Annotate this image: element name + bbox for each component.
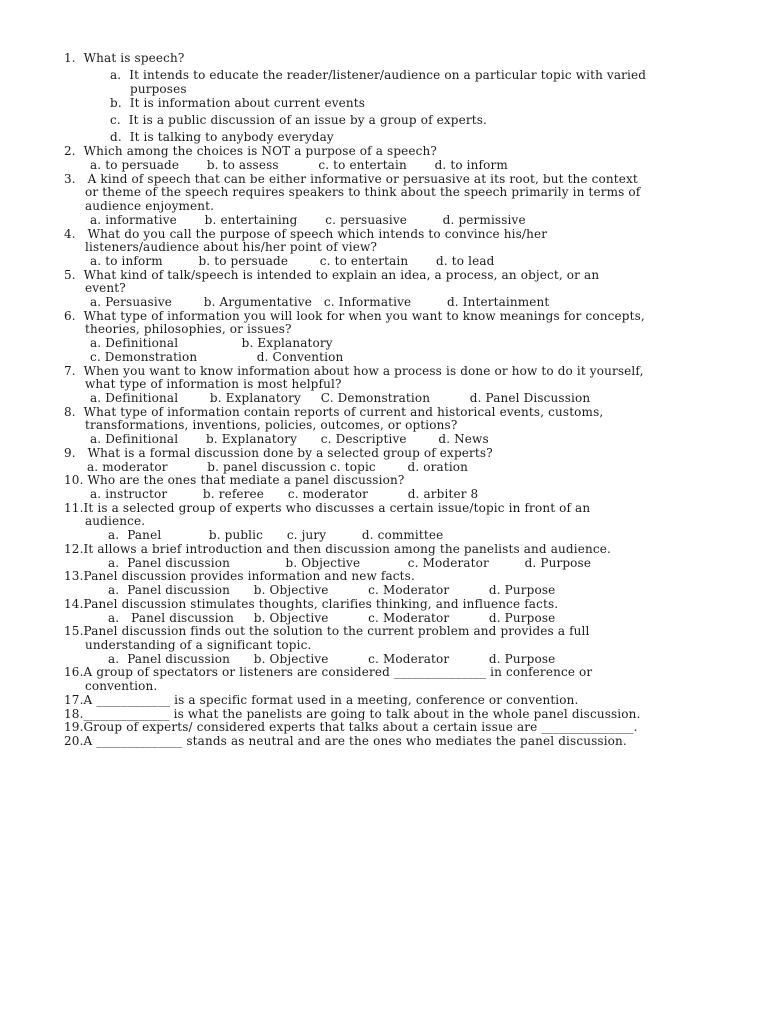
question-11-choices: a. Panel b. public c. jury d. committee bbox=[108, 528, 444, 542]
question-5-cont: event? bbox=[85, 281, 126, 295]
question-16: 16.A group of spectators or listeners are considered _______________ in conference or bbox=[64, 665, 593, 679]
question-5-choices: a. Persuasive b. Argumentative c. Informative d. Intertainment bbox=[90, 295, 550, 309]
question-3-cont-1: or theme of the speech requires speakers to think about the speech primarily in terms of bbox=[85, 185, 641, 199]
question-15-cont: understanding of a significant topic. bbox=[85, 638, 312, 652]
question-9-choices: a. moderator b. panel discussion c. topic d. oration bbox=[87, 460, 469, 474]
question-8: 8. What type of information contain reports of current and historical events, customs, bbox=[64, 405, 604, 419]
question-1-option-b: b. It is information about current events bbox=[110, 96, 366, 110]
question-9: 9. What is a formal discussion done by a selected group of experts? bbox=[64, 446, 493, 460]
question-10-choices: a. instructor b. referee c. moderator d. arbiter 8 bbox=[90, 487, 479, 501]
question-3-choices: a. informative b. entertaining c. persuasive d. permissive bbox=[90, 213, 526, 227]
question-11-cont: audience. bbox=[85, 514, 146, 528]
question-10: 10. Who are the ones that mediate a panel discussion? bbox=[64, 473, 405, 487]
question-2: 2. Which among the choices is NOT a purpose of a speech? bbox=[64, 144, 437, 158]
question-18: 18.______________ is what the panelists are going to talk about in the whole panel discussion. bbox=[64, 707, 641, 721]
question-2-choices: a. to persuade b. to assess c. to entertain d. to inform bbox=[90, 158, 508, 172]
question-17: 17.A ____________ is a specific format used in a meeting, conference or convention. bbox=[64, 693, 579, 707]
question-3: 3. A kind of speech that can be either informative or persuasive at its root, but the context bbox=[64, 172, 638, 186]
question-4-cont: listeners/audience about his/her point of view? bbox=[85, 240, 378, 254]
question-4: 4. What do you call the purpose of speech which intends to convince his/her bbox=[64, 227, 548, 241]
question-6-choices-row-1: a. Definitional b. Explanatory bbox=[90, 336, 333, 350]
question-14-choices: a. Panel discussion b. Objective c. Moderator d. Purpose bbox=[108, 611, 556, 625]
question-7-cont: what type of information is most helpful? bbox=[85, 377, 342, 391]
question-7-choices: a. Definitional b. Explanatory C. Demonstration d. Panel Discussion bbox=[90, 391, 591, 405]
question-12: 12.It allows a brief introduction and then discussion among the panelists and audience. bbox=[64, 542, 611, 556]
question-15: 15.Panel discussion finds out the solution to the current problem and provides a full bbox=[64, 624, 590, 638]
question-1-option-c: c. It is a public discussion of an issue by a group of experts. bbox=[110, 113, 488, 127]
question-1-option-d: d. It is talking to anybody everyday bbox=[110, 130, 334, 144]
question-6-cont: theories, philosophies, or issues? bbox=[85, 322, 292, 336]
question-12-choices: a. Panel discussion b. Objective c. Moderator d. Purpose bbox=[108, 556, 592, 570]
question-4-choices: a. to inform b. to persuade c. to entertain d. to lead bbox=[90, 254, 495, 268]
question-19: 19.Group of experts/ considered experts that talks about a certain issue are _______________. bbox=[64, 720, 638, 734]
question-6: 6. What type of information you will look for when you want to know meanings for concepts, bbox=[64, 309, 645, 323]
question-5: 5. What kind of talk/speech is intended to explain an idea, a process, an object, or an bbox=[64, 268, 600, 282]
question-8-cont: transformations, inventions, policies, outcomes, or options? bbox=[85, 418, 458, 432]
question-13-choices: a. Panel discussion b. Objective c. Moderator d. Purpose bbox=[108, 583, 556, 597]
question-20: 20.A ______________ stands as neutral and are the ones who mediates the panel discussion. bbox=[64, 734, 627, 748]
question-1-option-a: a. It intends to educate the reader/listener/audience on a particular topic with varied bbox=[110, 68, 647, 82]
question-13: 13.Panel discussion provides information and new facts. bbox=[64, 569, 415, 583]
question-1-option-a-cont: purposes bbox=[130, 82, 187, 96]
question-16-cont: convention. bbox=[85, 679, 158, 693]
question-14: 14.Panel discussion stimulates thoughts, clarifies thinking, and influence facts. bbox=[64, 597, 559, 611]
question-7: 7. When you want to know information about how a process is done or how to do it yourself, bbox=[64, 364, 644, 378]
question-15-choices: a. Panel discussion b. Objective c. Moderator d. Purpose bbox=[108, 652, 556, 666]
question-1: 1. What is speech? bbox=[64, 51, 185, 65]
question-6-choices-row-2: c. Demonstration d. Convention bbox=[90, 350, 344, 364]
question-3-cont-2: audience enjoyment. bbox=[85, 199, 215, 213]
question-8-choices: a. Definitional b. Explanatory c. Descriptive d. News bbox=[90, 432, 489, 446]
question-11: 11.It is a selected group of experts who discusses a certain issue/topic in front of an bbox=[64, 501, 591, 515]
